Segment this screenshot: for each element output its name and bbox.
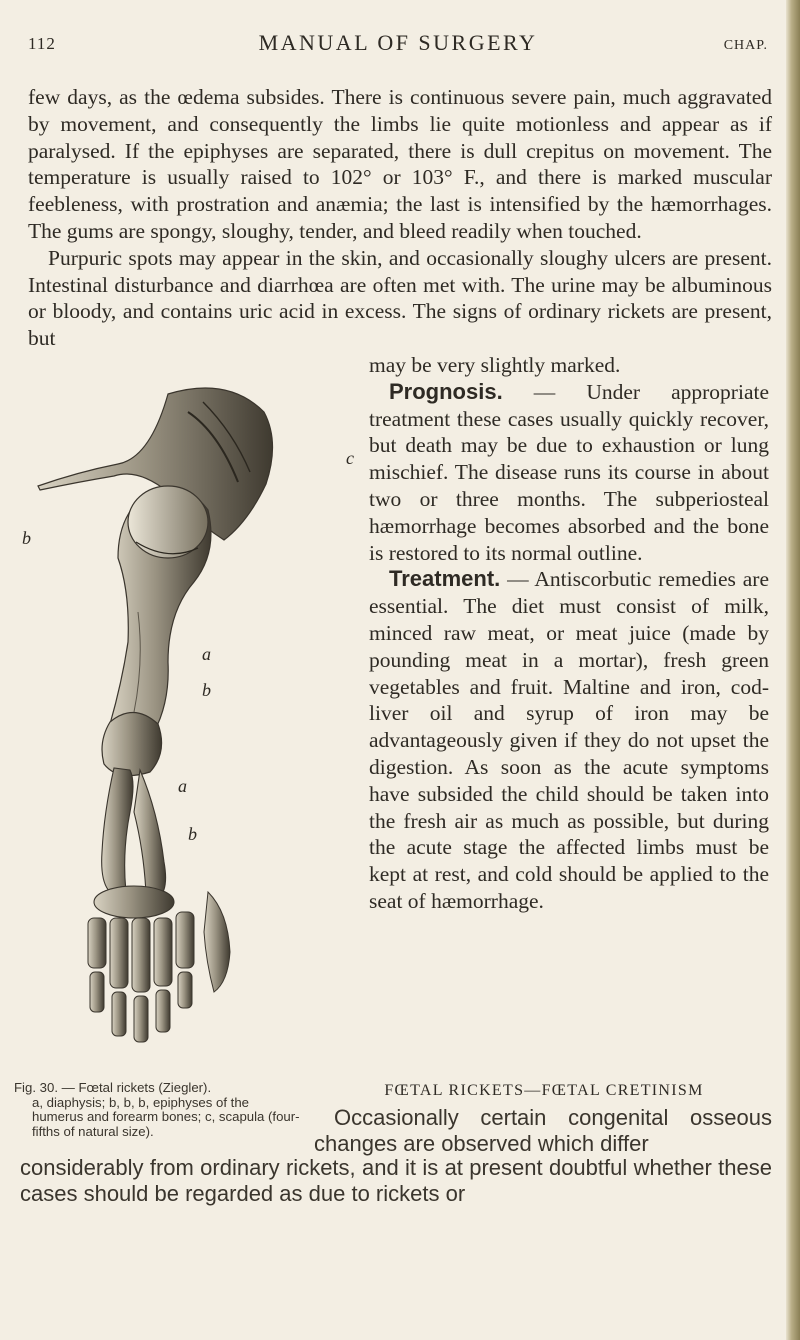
figure-label-a-low: a: [178, 776, 187, 796]
treatment-heading: Treatment.: [389, 566, 501, 592]
elbow-epiphysis: [102, 712, 162, 775]
page-edge: [786, 0, 800, 1340]
page-number: 112: [28, 34, 56, 53]
prognosis-paragraph: [369, 379, 769, 567]
prognosis-heading: Prognosis.: [389, 378, 503, 404]
section-text-start: [314, 1105, 772, 1157]
skeleton-drawing: [18, 372, 364, 1074]
skeleton-illustration: [18, 372, 364, 1074]
humeral-head-epiphysis: [128, 486, 208, 558]
figure-label-a-mid: a: [202, 644, 211, 664]
section-paragraph-start: Occasionally certain congenital osseous changes are observed which differ: [314, 1105, 772, 1156]
figure-caption: [14, 1081, 300, 1139]
figure-label-b-mid: b: [202, 680, 211, 700]
figure-label-b-top: b: [22, 528, 31, 548]
treatment-text: — Antiscorbutic remedies are essential. The diet must consist of milk, minced raw meat, or meat juice (made by pounding meat in a mortar), fresh green vegetables and fruit. Maltine and iron, cod-liver oil and syrup of iron may be advantageously given if they do not upset the digestion. As soon as the acute symptoms have subsided the child should be taken into the fresh air as much as possible, but during the acute stage the affected limbs must be kept at rest, and cold should be applied to the seat of hæmorrhage.: [369, 567, 769, 913]
body-text-top: [28, 84, 772, 352]
paragraph-1: few days, as the œdema subsides. There is continuous severe pain, much aggravated by movement, and consequently the limbs lie quite motionless and appear as if paralysed. If the epiphyses are separated, there is dull crepitus on movement. The temperature is usually raised to 102° or 103° F., and there is marked muscular feebleness, with prostration and anæmia; the last is intensified by the hæmorrhages. The gums are spongy, sloughy, tender, and bleed readily when touched.: [28, 85, 772, 243]
ulna: [134, 770, 166, 894]
chapter-abbreviation: CHAP.: [723, 38, 768, 53]
section-text-continued: considerably from ordinary rickets, and it is at present doubtful whether these cases should be regarded as due to rickets or: [20, 1155, 772, 1206]
body-text-right-column: [369, 352, 769, 915]
prognosis-text: — Under appropriate treatment these cases usually quickly recover, but death may be due to exhaustion or lung mischief. The disease runs its course in about two or three months. The subperiosteal hæmorrhage becomes absorbed and the bone is restored to its normal outline.: [369, 379, 769, 565]
figure-caption-legend: a, diaphysis; b, b, b, epiphyses of the humerus and forearm bones; c, scapula (four-fifths of natural size).: [32, 1094, 300, 1139]
paragraph-2: Purpuric spots may appear in the skin, and occasionally sloughy ulcers are present. Intestinal disturbance and diarrhœa are often met with. The urine may be albuminous or bloody, and contains uric acid in excess. The signs of ordinary rickets are present, but: [28, 245, 772, 351]
radius: [102, 768, 133, 892]
treatment-paragraph: [369, 566, 769, 914]
wrist-epiphysis: [94, 886, 174, 918]
figure-label-c: c: [346, 448, 354, 468]
running-head: MANUAL OF SURGERY: [258, 30, 538, 55]
paragraph-2-continued: may be very slightly marked.: [369, 353, 621, 377]
page-header: [28, 30, 768, 60]
section-title: FŒTAL RICKETS—FŒTAL CRETINISM: [384, 1082, 704, 1099]
figure-caption-title: Fig. 30. — Fœtal rickets (Ziegler).: [14, 1080, 212, 1095]
figure-label-b-low: b: [188, 824, 197, 844]
